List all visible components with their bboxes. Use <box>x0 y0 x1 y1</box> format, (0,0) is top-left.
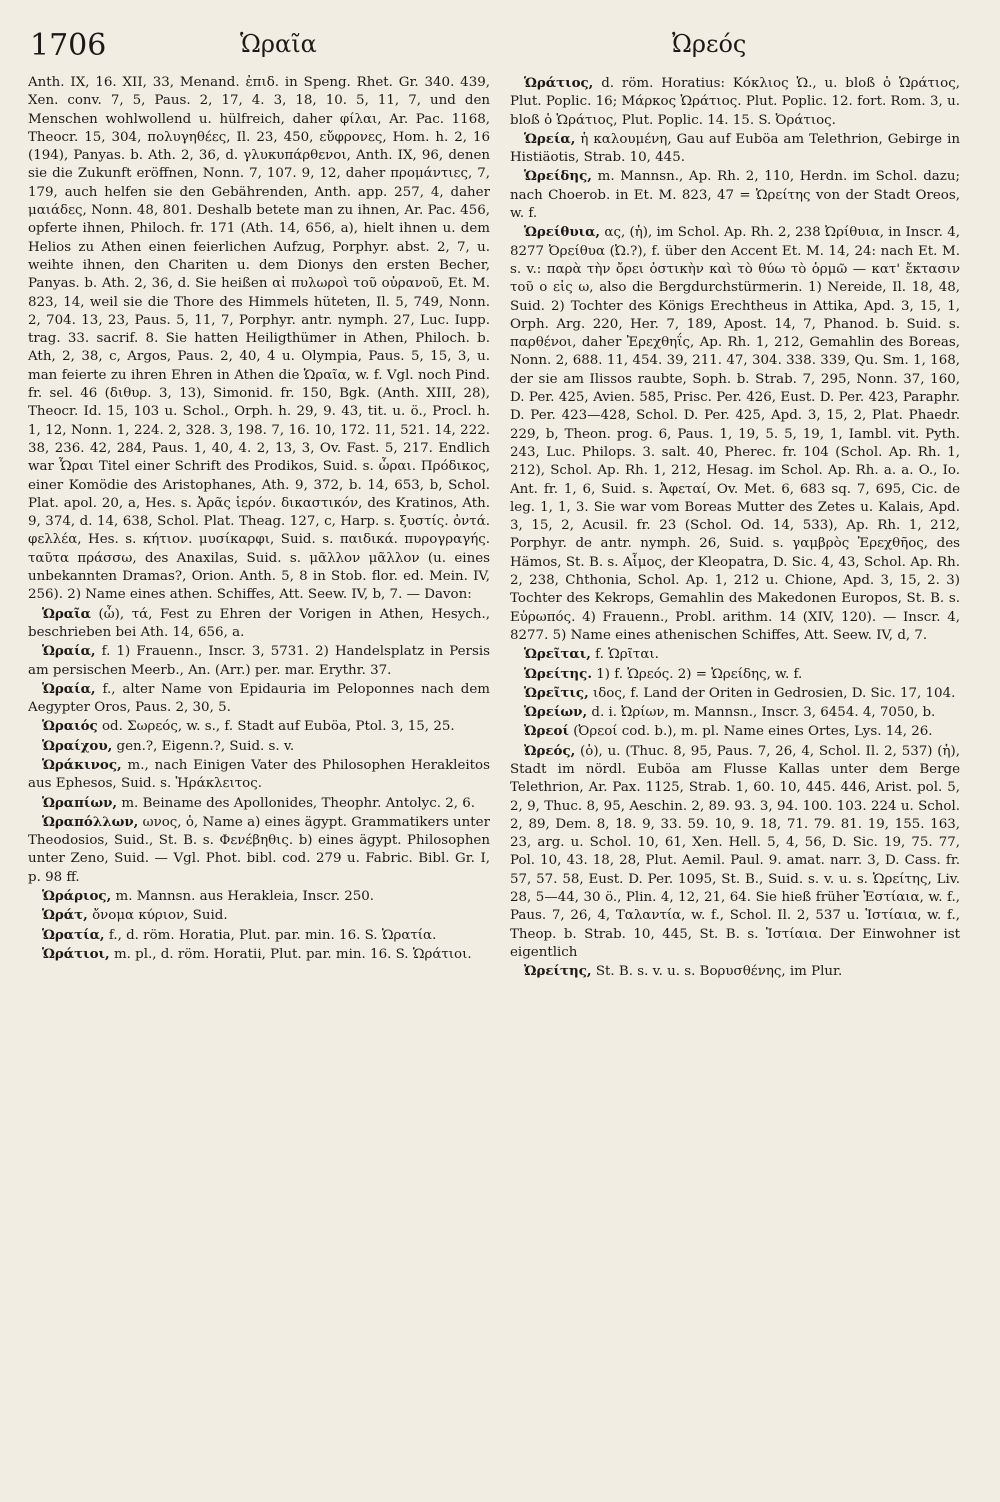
dictionary-entry <box>510 167 960 223</box>
dictionary-entry <box>510 703 960 722</box>
entry-headword: Ὠρεός, <box>524 742 576 759</box>
dictionary-entry <box>28 680 490 718</box>
entry-text: (Ὀρεοί cod. b.), m. pl. Name eines Ortes, Lys. 14, 26. <box>573 724 933 740</box>
entry-text: m., nach Einigen Vater des Philosophen Herakleitos aus Ephesos, Suid. s. Ἡράκλειτος. <box>28 757 490 792</box>
dictionary-entry <box>28 605 490 643</box>
dictionary-entry <box>510 962 960 981</box>
dictionary-entry <box>28 737 490 756</box>
dictionary-entry <box>510 74 960 130</box>
entry-text: d. i. Ὠρίων, m. Mannsn., Inscr. 3, 6454. 4, 7050, b. <box>591 705 936 721</box>
entry-headword: Ὡραπίων, <box>42 794 118 811</box>
dictionary-entry <box>28 642 490 680</box>
dictionary-entry <box>28 717 490 736</box>
dictionary-entry <box>28 887 490 906</box>
entry-headword: Ὡραιός <box>42 718 98 735</box>
entry-text: 1) f. Ὡρεός. 2) = Ὡρείδης, w. f. <box>596 666 803 682</box>
entry-headword: Ὡρείων, <box>524 704 588 721</box>
entry-text: m. pl., d. röm. Horatii, Plut. par. min. 16. S. Ὡράτιοι. <box>113 946 472 962</box>
entry-headword: Ὠρείτης, <box>524 963 592 980</box>
entry-text: gen.?, Eigenn.?, Suid. s. v. <box>116 738 295 754</box>
right-running-head: Ὠρεός <box>672 30 747 58</box>
entry-text: m. Mannsn., Ap. Rh. 2, 110, Herdn. im Schol. dazu; nach Choerob. in Et. M. 823, 47 = Ὡρείτης von der Stadt Oreos, w. f. <box>510 169 960 222</box>
entry-text: od. Σωρεός, w. s., f. Stadt auf Euböa, Ptol. 3, 15, 25. <box>101 719 455 735</box>
dictionary-entry <box>28 813 490 887</box>
entry-text: ας, (ἡ), im Schol. Ap. Rh. 2, 238 Ὠρίθυια, in Inscr. 4, 8277 Ὀρείθυα (Ὠ.?), f. über den Accent Et. M. 14, 24: nach Et. M. s. v.: παρὰ τὴν ὄρει ὀστικὴν καὶ τὸ θύω τὸ ὁρμῶ — κατ' ἔκτασιν τοῦ ο εἰς ω, also die Bergdurchstürmerin. 1) Nereide, Il. 18, 48, Suid. 2) Tochter des Königs Erechtheus in Attika, Apd. 3, 15, 1, Orph. Arg. 220, Her. 7, 189, Apost. 14, 7, Phanod. b. Suid. s. παρθένοι, daher Ἐρεχθηΐς, Ap. Rh. 1, 212, Gemahlin des Boreas, Nonn. 2, 688. 11, 454. 39, 211. 47, 304. 338. 339, Qu. Sm. 1, 168, der sie am Ilissos raubte, Soph. b. Strab. 7, 295, Nonn. 37, 160, D. Per. 425, Avien. 585, Prisc. Per. 426, Eust. D. Per. 423, Paraphr. D. Per. 423—428, Schol. D. Per. 425, Apd. 3, 15, 2, Plat. Phaedr. 229, b, Theon. prog. 6, Paus. 1, 19, 5. 5, 19, 1, Iambl. vit. Pyth. 243, Luc. Philops. 3. salt. 40, Pherec. fr. 104 (Schol. Ap. Rh. 1, 212), Schol. Ap. Rh. 1, 212, Hesag. im Schol. Ap. Rh. a. a. O., Io. Ant. fr. 1, 6, Suid. s. Ἀφεταί, Ov. Met. 6, 683 sq. 7, 695, Cic. de leg. 1, 1, 3. Sie war vom Boreas Mutter des Zetes u. Kalais, Apd. 3, 15, 2, Acusil. fr. 23 (Schol. Od. 14, 533), Ap. Rh. 1, 212, Porphyr. de antr. nymph. 26, Suid. s. γαμβρὸς Ἐρεχθῆος, des Hämos, St. B. s. Αἷμος, der Kleopatra, D. Sic. 4, 43, Schol. Ap. Rh. 2, 238, Chthonia, Schol. Ap. 1, 212 u. Chione, Apd. 3, 15, 2. 3) Tochter des Kekrops, Gemahlin des Makedonen Europos, St. B. s. Εὐρωπός. 4) Frauenn., Probl. arithm. 14 (XIV, 120). — Inscr. 4, 8277. 5) Name eines athenischen Schiffes, Att. Seew. IV, d, 7. <box>510 225 960 643</box>
right-column <box>510 74 960 1484</box>
entry-headword: Ὡραίχου, <box>42 737 113 754</box>
entry-text: f., alter Name von Epidauria im Peloponnes nach dem Aegypter Oros, Paus. 2, 30, 5. <box>28 681 490 716</box>
entry-headword: Ὡραία, <box>42 680 96 697</box>
entry-text: ωνος, ὁ, Name a) eines ägypt. Grammatikers unter Theodosios, Suid., St. B. s. Φενέβηθις. b) eines ägypt. Philosophen unter Zeno, Suid. — Vgl. Phot. bibl. cod. 279 u. Fabric. Bibl. Gr. I, p. 98 ff. <box>28 814 490 885</box>
entry-headword: Ὡρεῖται, <box>524 646 591 663</box>
dictionary-entry <box>28 756 490 794</box>
dictionary-entry <box>28 906 490 925</box>
dictionary-entry <box>510 665 960 684</box>
entry-text: f., d. röm. Horatia, Plut. par. min. 16. S. Ὡρατία. <box>108 927 437 943</box>
left-running-head: Ὡραῖα <box>240 30 317 58</box>
entry-headword: Ὡρείτης. <box>524 665 592 682</box>
entry-headword: Ὡρείθυια, <box>524 224 601 241</box>
entry-headword: Ὡράκινος, <box>42 756 122 773</box>
entry-text: (ὦ), τά, Fest zu Ehren der Vorigen in Athen, Hesych., beschrieben bei Ath. 14, 656, a. <box>28 606 490 640</box>
dictionary-entry <box>28 74 490 605</box>
dictionary-entry <box>510 645 960 664</box>
dictionary-entry <box>28 945 490 964</box>
left-column <box>28 74 490 1484</box>
entry-text: m. Beiname des Apollonides, Theophr. Antolyc. 2, 6. <box>121 795 476 811</box>
entry-headword: Ὡράτ, <box>42 907 88 924</box>
dictionary-entry <box>510 742 960 963</box>
entry-text: St. B. s. v. u. s. Βορυσθένης, im Plur. <box>595 964 843 980</box>
dictionary-entry <box>510 684 960 703</box>
entry-text: (ὁ), u. (Thuc. 8, 95, Paus. 7, 26, 4, Schol. Il. 2, 537) (ἡ), Stadt im nördl. Euböa am Flusse Kallas unter dem Berge Telethrion, Ar. Pax. 1125, Strab. 1, 60. 10, 445. 446, Arist. pol. 5, 2, 9, Thuc. 8, 95, Aeschin. 2, 89. 93. 3, 94. 100. 103. 224 u. Schol. 2, 89, Dem. 8, 18. 9, 33. 59. 10, 9. 18, 71. 79. 81. 19, 155. 163, 23, arg. u. Schol. 10, 61, Xen. Hell. 5, 4, 56, D. Sic. 19, 75. 77, Pol. 10, 43. 18, 28, Plut. Aemil. Paul. 9. amat. narr. 3, D. Cass. fr. 57, 57. 58, Eust. D. Per. 1095, St. B., Suid. s. v. u. s. Ὡρείτης, Liv. 28, 5—44, 30 ö., Plin. 4, 12, 21, 64. Sie hieß früher Ἑστίαια, w. f., Paus. 7, 26, 4, Ταλαντία, w. f., Schol. Il. 2, 537 u. Ἱστίαια, w. f., Theop. b. Strab. 10, 445, St. B. s. Ἱστίαια. Der Einwohner ist eigentlich <box>510 743 960 960</box>
entry-headword: Ὡράριος, <box>42 888 112 905</box>
entry-headword: Ὡράτιοι, <box>42 945 110 962</box>
dictionary-entry <box>510 130 960 168</box>
entry-text: ἡ καλουμένη, Gau auf Euböa am Telethrion, Gebirge in Histiäotis, Strab. 10, 445. <box>510 131 960 166</box>
entry-headword: Ὡραία, <box>42 643 96 660</box>
dictionary-entry <box>510 223 960 645</box>
dictionary-entry <box>28 926 490 945</box>
entry-headword: Ὡράτιος, <box>524 75 594 91</box>
entry-text: Anth. IX, 16. XII, 33, Menand. ἐπιδ. in Speng. Rhet. Gr. 340. 439, Xen. conv. 7, 5, Paus. 2, 17, 4. 3, 18, 10. 5, 11, 7, und den Menschen wohlwollend u. hülfreich, daher φίλαι, Ar. Pac. 1168, Theocr. 15, 304, πολυγηθέες, Il. 23, 450, εὔφρονες, Hom. h. 2, 16 (194), Panyas. b. Ath. 2, 36, d. γλυκυπάρθενοι, Anth. IX, 96, denen sie die Zukunft eröffnen, Nonn. 7, 107. 9, 12, daher προμάντιες, 7, 179, auch helfen sie den Gebährenden, Anth. app. 257, 4, daher μαιάδες, Nonn. 48, 801. Deshalb betete man zu ihnen, Ar. Pac. 456, opferte ihnen, Philoch. fr. 171 (Ath. 14, 656, a), hielt ihnen u. dem Helios zu Athen einen feierlichen Aufzug, Porphyr. abst. 2, 7, u. weihte ihnen, den Chariten u. dem Dionys den ersten Becher, Panyas. b. Ath. 2, 36, d. Sie heißen αἱ πυλωροὶ τοῦ οὐρανοῦ, Et. M. 823, 14, weil sie die Thore des Himmels hüteten, Il. 5, 749, Nonn. 2, 704. 13, 23, Paus. 5, 11, 7, Porphyr. antr. nymph. 27, Luc. Iupp. trag. 33. sacrif. 8. Sie hatten Heiligthümer in Athen, Philoch. b. Ath, 2, 38, c, Argos, Paus. 2, 40, 4 u. Olympia, Paus. 5, 15, 3, u. man feierte zu ihren Ehren in Athen die Ὡραῖα, w. f. Vgl. noch Pind. fr. sel. 46 (διθυρ. 3, 13), Simonid. fr. 150, Bgk. (Anth. XIII, 28), Theocr. Id. 15, 103 u. Schol., Orph. h. 29, 9. 43, tit. u. ö., Procl. h. 1, 12, Nonn. 1, 224. 2, 328. 3, 198. 7, 16. 10, 172. 11, 521. 14, 222. 38, 236. 42, 284, Paus. 1, 40, 4. 2, 13, 3, Ov. Fast. 5, 217. Endlich war Ὧραι Titel einer Schrift des Prodikos, Suid. s. ὧραι. Πρόδικος, einer Komödie des Aristophanes, Ath. 9, 372, b. 14, 653, b, Schol. Plat. apol. 20, a, Hes. s. Ἀρᾶς ἱερόν. δικαστικόν, des Kratinos, Ath. 9, 374, d. 14, 638, Schol. Plat. Theag. 127, c, Harp. s. ξυστίς. ὀντά. φελλέα, Hes. s. κήτιον. μυσίκαρφι, Suid. s. παιδικά. πυρογραγής. ταῦτα πράσσω, des Anaxilas, Suid. s. μᾶλλον μᾶλλον (u. eines unbekannten Dramas?, Orion. Anth. 5, 8 in Stob. flor. ed. Mein. IV, 256). 2) Name eines athen. Schiffes, Att. Seew. IV, b, 7. — Davon: <box>28 75 490 603</box>
entry-text: ὄνομα κύριον, Suid. <box>92 908 228 924</box>
entry-headword: Ὡρατία, <box>42 926 105 943</box>
dictionary-entry <box>510 722 960 741</box>
entry-headword: Ὠρεοί <box>524 723 569 740</box>
page-number: 1706 <box>30 28 107 63</box>
entry-headword: Ὡρεῖτις, <box>524 684 589 701</box>
entry-headword: Ὡρείδης, <box>524 168 592 185</box>
page-header <box>30 28 960 68</box>
entry-text: m. Mannsn. aus Herakleia, Inscr. 250. <box>115 889 375 905</box>
entry-headword: Ὡρεία, <box>524 130 576 147</box>
entry-text: ιδος, f. Land der Oriten in Gedrosien, D. Sic. 17, 104. <box>593 685 956 701</box>
entry-headword: Ὡραῖα <box>42 605 91 622</box>
entry-text: d. röm. Horatius: Κόκλιος Ὡ., u. bloß ὁ Ὡράτιος, Plut. Poplic. 16; Μάρκος Ὡράτιος. Plut. Poplic. 12. fort. Rom. 3, u. bloß ὁ Ὡράτιος, Plut. Poplic. 14. 15. S. Ὀράτιος. <box>510 76 960 128</box>
dictionary-entry <box>28 794 490 813</box>
entry-headword: Ὡραπόλλων, <box>42 813 139 830</box>
entry-text: f. 1) Frauenn., Inscr. 3, 5731. 2) Handelsplatz in Persis am persischen Meerb., An. (Arr.) per. mar. Erythr. 37. <box>28 644 490 678</box>
entry-text: f. Ὡρῖται. <box>595 647 659 663</box>
